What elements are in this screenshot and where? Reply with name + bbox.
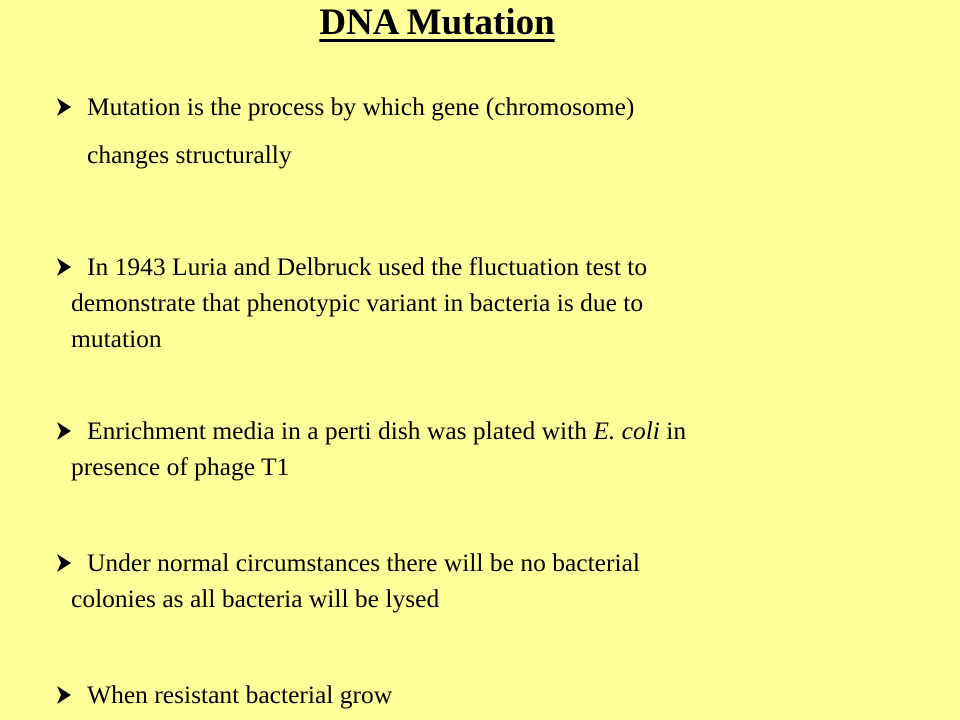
bullet-line: In 1943 Luria and Delbruck used the fluctuation test to	[87, 252, 648, 281]
slide-title: DNA Mutation	[319, 2, 555, 43]
bullet-text	[71, 413, 851, 485]
bullet-text	[87, 89, 867, 173]
bullet-line: Under normal circumstances there will be no bacterial	[87, 548, 640, 577]
species-name: E. coli	[593, 416, 660, 445]
bullet-line: When resistant bacterial grow	[87, 680, 393, 709]
bullet-line: Mutation is the process by which gene (chromosome)	[87, 92, 635, 121]
bullet-line: Enrichment media in a perti dish was plated with E. coli in	[87, 416, 687, 445]
arrow-bullet-icon	[50, 89, 80, 125]
bullet-line: demonstrate that phenotypic variant in bacteria is due to	[71, 288, 644, 317]
bullet-line: colonies as all bacteria will be lysed	[71, 584, 440, 613]
bullet-line: presence of phage T1	[71, 452, 290, 481]
bullet-text	[87, 677, 867, 713]
bullet-line: changes structurally	[87, 140, 292, 169]
bullet-line: mutation	[71, 324, 162, 353]
arrow-bullet-icon	[50, 677, 80, 713]
bullet-text	[71, 545, 851, 617]
bullet-text	[71, 249, 851, 357]
